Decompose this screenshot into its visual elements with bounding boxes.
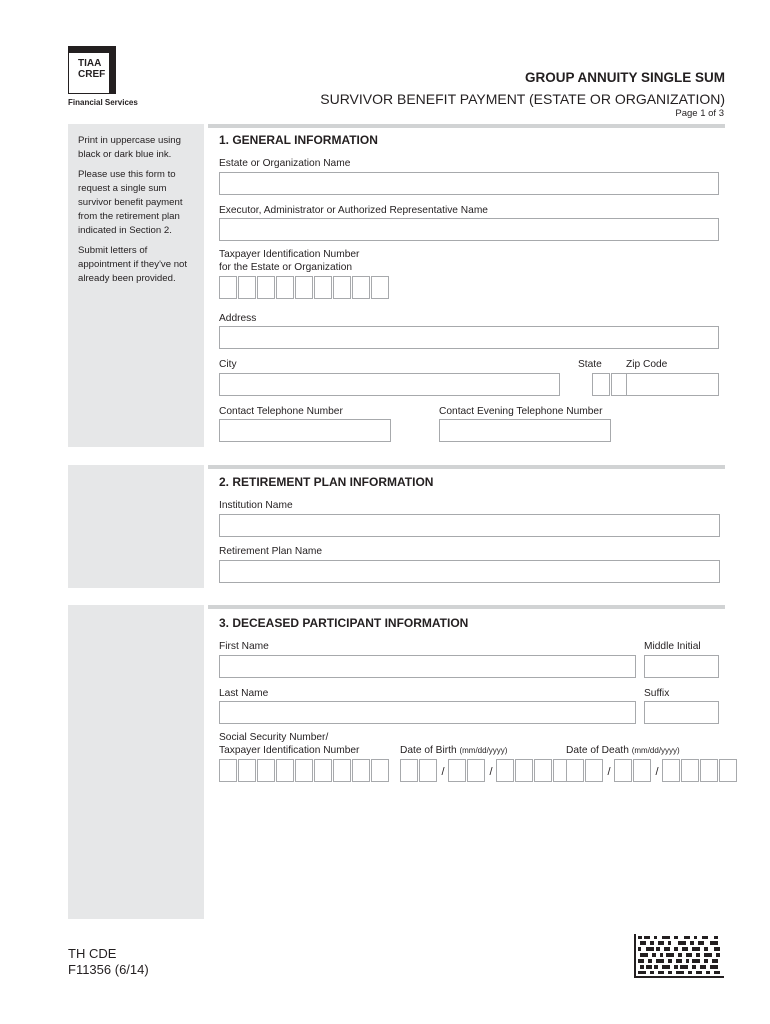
ssn-label: Social Security Number/ Taxpayer Identification Number xyxy=(219,732,360,756)
zip-field[interactable] xyxy=(626,373,719,396)
digit-cell[interactable] xyxy=(238,276,256,299)
digit-cell[interactable] xyxy=(314,759,332,782)
date-cell[interactable] xyxy=(719,759,737,782)
digit-cell[interactable] xyxy=(219,276,237,299)
phone-label: Contact Telephone Number xyxy=(219,406,343,417)
dob-label xyxy=(400,744,507,757)
digit-cell[interactable] xyxy=(276,276,294,299)
digit-cell[interactable] xyxy=(352,759,370,782)
date-cell[interactable] xyxy=(585,759,603,782)
digit-cell[interactable] xyxy=(352,276,370,299)
section1-title: 1. GENERAL INFORMATION xyxy=(219,133,378,147)
estate-name-label: Estate or Organization Name xyxy=(219,158,351,169)
plan-field[interactable] xyxy=(219,560,720,583)
suffix-label: Suffix xyxy=(644,688,670,699)
digit-cell[interactable] xyxy=(257,759,275,782)
date-cell[interactable] xyxy=(700,759,718,782)
date-cell[interactable] xyxy=(496,759,514,782)
evening-phone-label: Contact Evening Telephone Number xyxy=(439,406,603,417)
page-number: Page 1 of 3 xyxy=(675,108,724,119)
section2-sidebar xyxy=(68,465,204,588)
date-cell[interactable] xyxy=(448,759,466,782)
logo-line1: TIAA xyxy=(78,58,102,69)
digit-cell[interactable] xyxy=(276,759,294,782)
date-cell[interactable] xyxy=(534,759,552,782)
digit-cell[interactable] xyxy=(257,276,275,299)
executor-field[interactable] xyxy=(219,218,719,241)
instruction-purpose: Please use this form to request a single sum survivor benefit payment from the retirement plan indicated in Section 2. xyxy=(78,169,183,236)
date-separator: / xyxy=(441,766,445,778)
ssn-field[interactable] xyxy=(219,759,390,782)
dod-format: (mm/dd/yyyy) xyxy=(631,746,680,755)
dod-label-text: Date of Death xyxy=(566,745,629,756)
digit-cell[interactable] xyxy=(371,276,389,299)
section3-title: 3. DECEASED PARTICIPANT INFORMATION xyxy=(219,616,469,630)
zip-label: Zip Code xyxy=(626,359,668,370)
barcode-icon xyxy=(634,934,724,978)
dod-field[interactable] xyxy=(566,759,738,782)
city-label: City xyxy=(219,359,237,370)
phone-field[interactable] xyxy=(219,419,391,442)
instruction-ink: Print in uppercase using black or dark blue ink. xyxy=(78,135,181,160)
logo-line2: CREF xyxy=(78,69,106,80)
address-label: Address xyxy=(219,313,257,324)
state-field[interactable] xyxy=(592,373,630,396)
state-cell[interactable] xyxy=(592,373,610,396)
estate-name-field[interactable] xyxy=(219,172,719,195)
last-name-field[interactable] xyxy=(219,701,636,724)
date-cell[interactable] xyxy=(515,759,533,782)
date-separator: / xyxy=(655,766,659,778)
date-cell[interactable] xyxy=(419,759,437,782)
last-name-label: Last Name xyxy=(219,688,269,699)
institution-field[interactable] xyxy=(219,514,720,537)
plan-label: Retirement Plan Name xyxy=(219,546,323,557)
form-code xyxy=(68,946,149,978)
middle-initial-label: Middle Initial xyxy=(644,641,701,652)
date-cell[interactable] xyxy=(467,759,485,782)
address-field[interactable] xyxy=(219,326,719,349)
date-cell[interactable] xyxy=(614,759,632,782)
tin-field[interactable] xyxy=(219,276,390,299)
date-separator: / xyxy=(489,766,493,778)
evening-phone-field[interactable] xyxy=(439,419,611,442)
date-separator: / xyxy=(607,766,611,778)
section2-title: 2. RETIREMENT PLAN INFORMATION xyxy=(219,475,434,489)
state-label: State xyxy=(578,359,602,370)
date-cell[interactable] xyxy=(400,759,418,782)
tin-label: Taxpayer Identification Number for the Estate or Organization xyxy=(219,249,360,273)
date-cell[interactable] xyxy=(662,759,680,782)
digit-cell[interactable] xyxy=(333,276,351,299)
section3-rule xyxy=(208,605,725,609)
first-name-label: First Name xyxy=(219,641,269,652)
first-name-field[interactable] xyxy=(219,655,636,678)
digit-cell[interactable] xyxy=(295,276,313,299)
form-title: GROUP ANNUITY SINGLE SUM xyxy=(524,70,725,85)
section1-rule xyxy=(208,124,725,128)
dob-format: (mm/dd/yyyy) xyxy=(459,746,508,755)
instructions-sidebar xyxy=(68,124,204,447)
dod-label xyxy=(566,744,680,757)
form-subtitle: SURVIVOR BENEFIT PAYMENT (ESTATE OR ORGANIZATION) xyxy=(320,91,725,107)
dob-field[interactable] xyxy=(400,759,572,782)
suffix-field[interactable] xyxy=(644,701,719,724)
date-cell[interactable] xyxy=(633,759,651,782)
instruction-appointment: Submit letters of appointment if they've not already been provided. xyxy=(78,245,188,284)
logo-text xyxy=(78,58,105,80)
digit-cell[interactable] xyxy=(371,759,389,782)
digit-cell[interactable] xyxy=(238,759,256,782)
logo-subtitle: Financial Services xyxy=(68,98,138,107)
date-cell[interactable] xyxy=(566,759,584,782)
digit-cell[interactable] xyxy=(295,759,313,782)
middle-initial-field[interactable] xyxy=(644,655,719,678)
executor-label: Executor, Administrator or Authorized Representative Name xyxy=(219,205,488,216)
city-field[interactable] xyxy=(219,373,560,396)
digit-cell[interactable] xyxy=(219,759,237,782)
form-code-line1: TH CDE xyxy=(68,946,117,961)
institution-label: Institution Name xyxy=(219,500,293,511)
digit-cell[interactable] xyxy=(314,276,332,299)
digit-cell[interactable] xyxy=(333,759,351,782)
date-cell[interactable] xyxy=(681,759,699,782)
section2-rule xyxy=(208,465,725,469)
dob-label-text: Date of Birth xyxy=(400,745,457,756)
form-code-line2: F11356 (6/14) xyxy=(68,962,149,977)
section3-sidebar xyxy=(68,605,204,919)
